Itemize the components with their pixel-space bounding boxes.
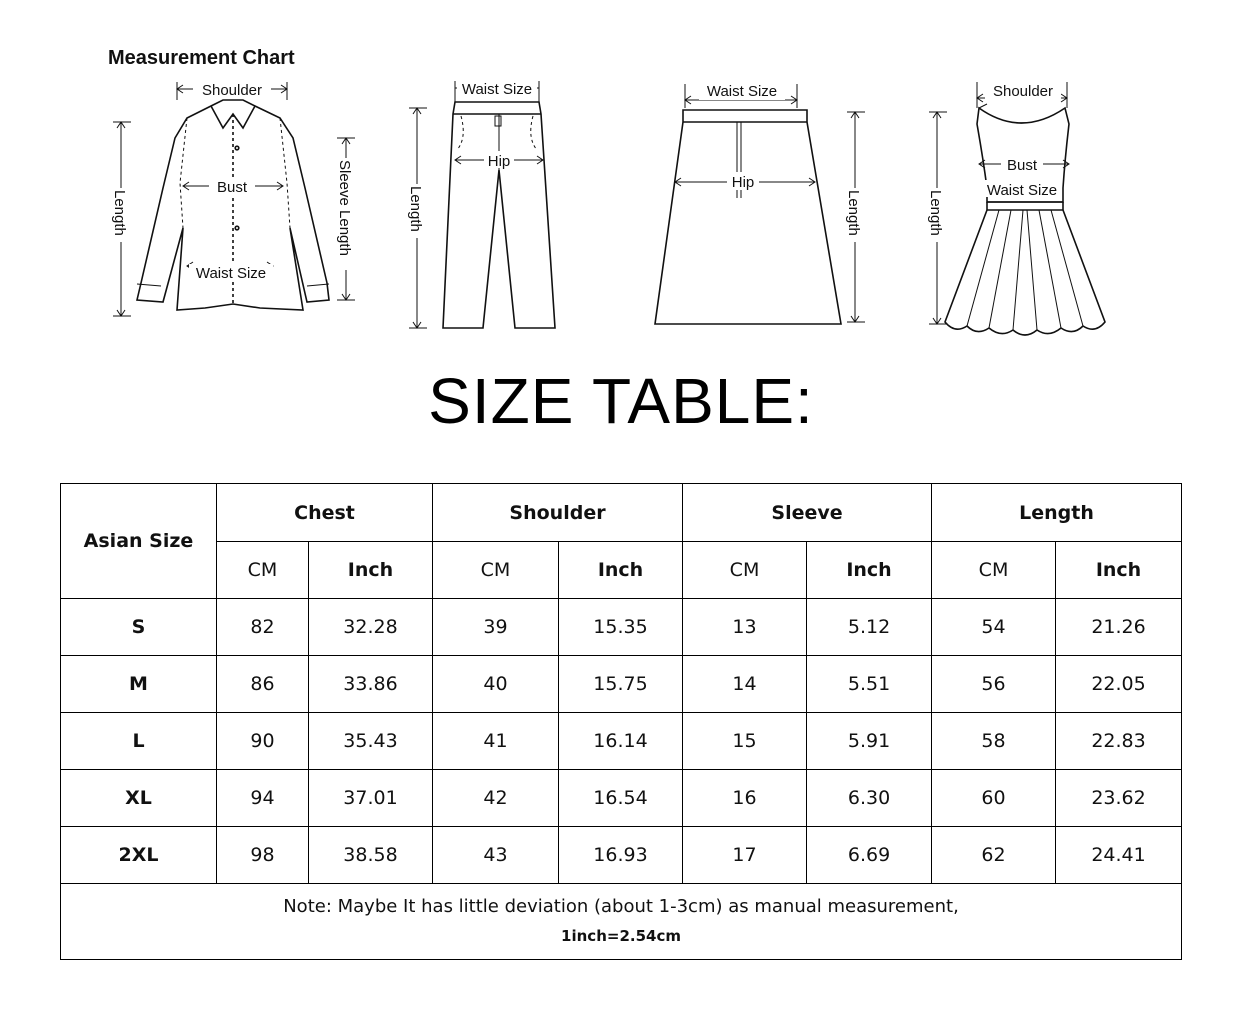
shirt-figure <box>105 78 365 323</box>
skirt-hip-label: Hip <box>731 174 755 191</box>
table-note-row <box>61 884 1182 960</box>
chest-cm-cell: 94 <box>217 770 309 827</box>
shoulder-inch-cell: 15.35 <box>559 599 683 656</box>
shoulder-inch-cell: 15.75 <box>559 656 683 713</box>
length-inch-cell: 24.41 <box>1056 827 1182 884</box>
table-row <box>61 713 1182 770</box>
chest-cm-cell: 90 <box>217 713 309 770</box>
unit-cm: CM <box>433 542 559 599</box>
dress-shoulder-label: Shoulder <box>992 83 1054 100</box>
chest-inch-cell: 37.01 <box>309 770 433 827</box>
chest-inch-cell: 32.28 <box>309 599 433 656</box>
length-inch-cell: 23.62 <box>1056 770 1182 827</box>
unit-inch: Inch <box>309 542 433 599</box>
dress-length-label: Length <box>927 190 944 236</box>
length-inch-cell: 22.05 <box>1056 656 1182 713</box>
sleeve-cm-cell: 14 <box>683 656 807 713</box>
sleeve-inch-cell: 5.91 <box>807 713 932 770</box>
table-row <box>61 770 1182 827</box>
shoulder-cm-cell: 41 <box>433 713 559 770</box>
shoulder-cm-cell: 42 <box>433 770 559 827</box>
size-cell: XL <box>61 770 217 827</box>
chest-cm-cell: 82 <box>217 599 309 656</box>
length-cm-cell: 60 <box>932 770 1056 827</box>
length-inch-cell: 21.26 <box>1056 599 1182 656</box>
dress-figure <box>915 78 1115 343</box>
pants-length-label: Length <box>407 186 424 232</box>
sleeve-cm-cell: 17 <box>683 827 807 884</box>
chest-inch-cell: 33.86 <box>309 656 433 713</box>
table-unit-row <box>61 542 1182 599</box>
chest-cm-cell: 98 <box>217 827 309 884</box>
shoulder-inch-cell: 16.93 <box>559 827 683 884</box>
size-table-title: SIZE TABLE: <box>428 365 814 437</box>
sleeve-cm-cell: 13 <box>683 599 807 656</box>
table-row <box>61 827 1182 884</box>
size-cell: M <box>61 656 217 713</box>
sleeve-inch-cell: 5.12 <box>807 599 932 656</box>
shirt-length-label: Length <box>111 190 128 236</box>
length-cm-cell: 58 <box>932 713 1056 770</box>
skirt-length-label: Length <box>845 190 862 236</box>
pants-hip-label: Hip <box>487 153 511 170</box>
length-cm-cell: 62 <box>932 827 1056 884</box>
note-text: Note: Maybe It has little deviation (about 1-3cm) as manual measurement, <box>283 895 959 917</box>
sleeve-inch-cell: 6.69 <box>807 827 932 884</box>
chest-header: Chest <box>217 484 433 542</box>
shirt-sleeve-label: Sleeve Length <box>336 160 353 256</box>
pants-figure <box>405 78 565 338</box>
chest-inch-cell: 38.58 <box>309 827 433 884</box>
chest-inch-cell: 35.43 <box>309 713 433 770</box>
shirt-bust-label: Bust <box>216 179 248 196</box>
skirt-figure <box>645 78 875 328</box>
table-row <box>61 656 1182 713</box>
note-cell <box>61 884 1182 960</box>
shirt-waist-label: Waist Size <box>195 265 267 282</box>
measurement-chart-title: Measurement Chart <box>108 47 295 69</box>
unit-inch: Inch <box>1056 542 1182 599</box>
sleeve-inch-cell: 6.30 <box>807 770 932 827</box>
length-inch-cell: 22.83 <box>1056 713 1182 770</box>
sleeve-inch-cell: 5.51 <box>807 656 932 713</box>
chest-cm-cell: 86 <box>217 656 309 713</box>
dress-bust-label: Bust <box>1006 157 1038 174</box>
unit-cm: CM <box>217 542 309 599</box>
shoulder-inch-cell: 16.14 <box>559 713 683 770</box>
sleeve-header: Sleeve <box>683 484 932 542</box>
size-cell: 2XL <box>61 827 217 884</box>
shoulder-cm-cell: 40 <box>433 656 559 713</box>
table-header-row <box>61 484 1182 542</box>
table-row <box>61 599 1182 656</box>
asian-size-header: Asian Size <box>61 484 217 599</box>
unit-inch: Inch <box>559 542 683 599</box>
dress-waist-label: Waist Size <box>986 182 1058 199</box>
length-cm-cell: 54 <box>932 599 1056 656</box>
length-cm-cell: 56 <box>932 656 1056 713</box>
pants-waist-label: Waist Size <box>461 81 533 98</box>
size-table <box>60 483 1182 960</box>
conversion-note: 1inch=2.54cm <box>561 926 681 945</box>
length-header: Length <box>932 484 1182 542</box>
unit-cm: CM <box>932 542 1056 599</box>
shoulder-inch-cell: 16.54 <box>559 770 683 827</box>
skirt-waist-label: Waist Size <box>706 83 778 100</box>
sleeve-cm-cell: 15 <box>683 713 807 770</box>
unit-inch: Inch <box>807 542 932 599</box>
size-cell: L <box>61 713 217 770</box>
size-cell: S <box>61 599 217 656</box>
sleeve-cm-cell: 16 <box>683 770 807 827</box>
shoulder-header: Shoulder <box>433 484 683 542</box>
shoulder-cm-cell: 43 <box>433 827 559 884</box>
shirt-shoulder-label: Shoulder <box>201 82 263 99</box>
shoulder-cm-cell: 39 <box>433 599 559 656</box>
unit-cm: CM <box>683 542 807 599</box>
